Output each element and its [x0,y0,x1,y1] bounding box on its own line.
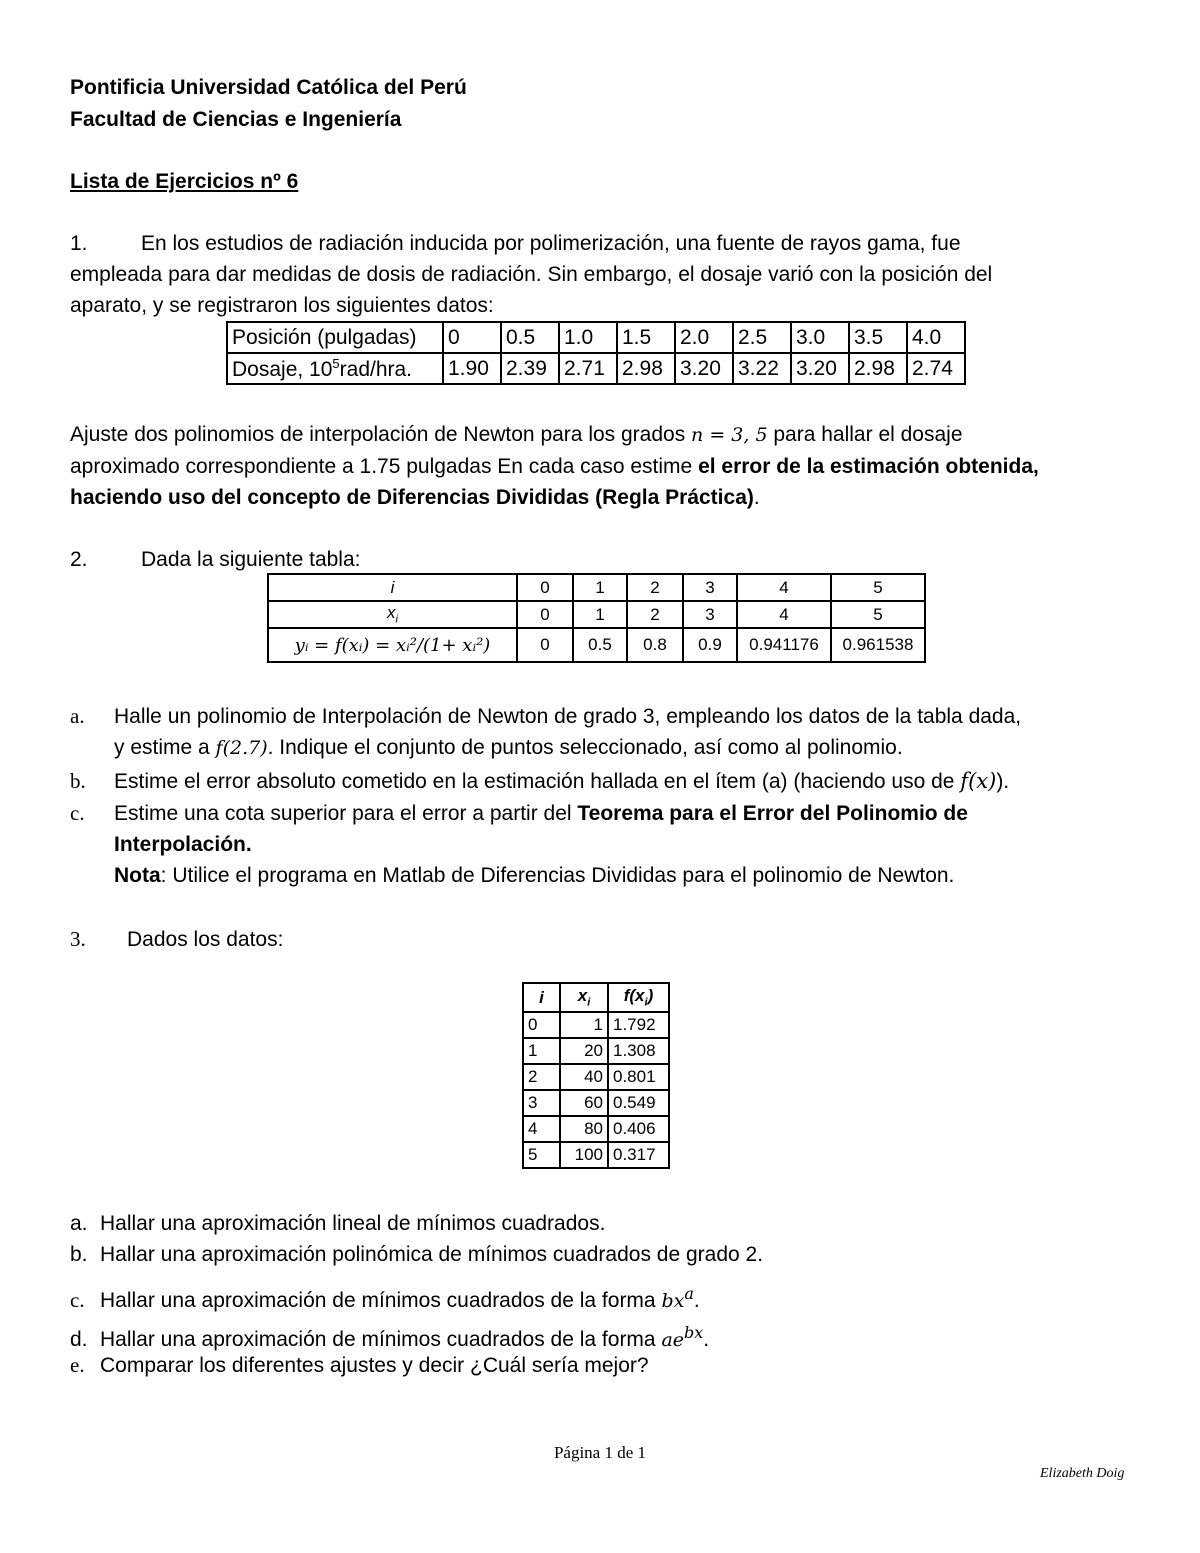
i-cell: 0 [517,574,573,601]
ex3-d-label: d. [70,1328,88,1351]
ex3-a-item [70,1208,605,1239]
table-row [523,1038,669,1064]
power-form-base: bx [661,1290,685,1312]
row-f: 0.549 [608,1090,669,1116]
y-cell: 0.941176 [737,628,831,662]
dose-cell: 3.20 [791,353,849,384]
ex2-number: 2. [70,548,88,571]
ex1-number: 1. [70,232,88,255]
data-table [522,982,670,1169]
degree-formula: n = 3, 5 [691,424,768,446]
header-x-text: x [577,986,588,1006]
header-x [560,983,608,1012]
ex2-note [114,860,954,891]
y-cell: 0.8 [627,628,683,662]
x-label-sub: i [395,613,398,626]
row-x: 80 [560,1116,608,1142]
ex2-a-label: a. [70,704,85,728]
row-x: 20 [560,1038,608,1064]
ex3-b-text: Hallar una aproximación polinómica de mínimos cuadrados de grado 2. [100,1243,764,1266]
i-cell: 2 [627,574,683,601]
ex3-c-label: c. [70,1288,85,1312]
x-cell: 4 [737,601,831,628]
dose-cell: 2.98 [617,353,675,384]
row-x: 1 [560,1012,608,1038]
page-number: Página 1 de 1 [553,1443,647,1462]
dose-label [227,353,443,384]
header-f [608,983,669,1012]
ex1-para-line3 [70,482,760,513]
y-cell: 0 [517,628,573,662]
ex3-b-label: b. [70,1243,88,1266]
ex1-para-text: aproximado correspondiente a 1.75 pulgadas En cada caso estime [70,455,699,478]
table-row [523,1012,669,1038]
row-i: 0 [523,1012,560,1038]
ex1-para-bold: el error de la estimación obtenida, [698,455,1039,478]
ex2-a-text: y estime a [114,736,216,759]
list-title: Lista de Ejercicios nº 6 [70,170,299,193]
dose-label-exponent: 5 [332,355,340,371]
position-label: Posición (pulgadas) [227,322,443,353]
function-table [267,573,926,663]
x-row [268,601,925,628]
dose-cell: 3.22 [733,353,791,384]
ex3-intro: Dados los datos: [127,928,284,951]
exp-form-base: ae [661,1329,685,1351]
ex3-e-item [70,1350,649,1381]
row-x: 60 [560,1090,608,1116]
ex1-para-line2 [70,451,1129,482]
header-f-text: f(x [623,986,645,1006]
position-cell: 0 [443,322,501,353]
row-f: 0.317 [608,1142,669,1168]
data-table-header [523,983,669,1012]
i-cell: 5 [831,574,925,601]
table-row [523,1090,669,1116]
dose-label-pre: Dosaje, 10 [232,357,333,381]
y-formula: yᵢ = f(xᵢ) = xᵢ²/(1+ xᵢ²) [268,628,517,662]
i-label: i [268,574,517,601]
row-i: 4 [523,1116,560,1142]
i-cell: 1 [573,574,627,601]
y-cell: 0.9 [683,628,737,662]
position-cell: 4.0 [907,322,965,353]
x-label [268,601,517,628]
ex3-c-text: Hallar una aproximación de mínimos cuadrados de la forma [100,1289,662,1312]
ex1-para-text: para hallar el dosaje [767,423,963,446]
dose-row [227,353,965,384]
row-i: 2 [523,1064,560,1090]
row-x: 100 [560,1142,608,1168]
row-x: 40 [560,1064,608,1090]
ex2-c-text: Estime una cota superior para el error a partir del [114,802,578,825]
table-row [523,1142,669,1168]
position-cell: 3.5 [849,322,907,353]
faculty-name: Facultad de Ciencias e Ingeniería [70,108,402,131]
ex2-b-text: ). [996,770,1010,793]
ex2-b-label: b. [70,769,86,793]
ex2-c-line1 [114,798,1129,829]
position-cell: 2.5 [733,322,791,353]
ex1-para-text: Ajuste dos polinomios de interpolación de Newton para los grados [70,423,692,446]
dose-cell: 2.39 [501,353,559,384]
ex2-a-text: . Indique el conjunto de puntos seleccionado, así como al polinomio. [267,736,903,759]
university-name: Pontificia Universidad Católica del Perú [70,76,467,99]
y-row [268,628,925,662]
author-name: Elizabeth Doig [1040,1466,1125,1481]
header-x-sub: i [587,996,591,1009]
power-form-exponent: a [684,1284,694,1303]
row-i: 3 [523,1090,560,1116]
position-cell: 3.0 [791,322,849,353]
row-f: 1.308 [608,1038,669,1064]
dose-cell: 2.74 [907,353,965,384]
position-row [227,322,965,353]
ex2-intro: Dada la siguiente tabla: [141,548,361,571]
ex3-e-text: Comparar los diferentes ajustes y decir ¿Cuál sería mejor? [100,1354,649,1377]
position-cell: 0.5 [501,322,559,353]
ex1-line2: empleada para dar medidas de dosis de radiación. Sin embargo, el dosaje varió con la posición del [70,263,993,286]
ex3-number: 3. [70,927,86,951]
dose-cell: 1.90 [443,353,501,384]
ex3-c-item [70,1278,700,1317]
x-cell: 3 [683,601,737,628]
ex1-line3: aparato, y se registraron los siguientes datos: [70,294,494,317]
position-cell: 2.0 [675,322,733,353]
dose-label-post: rad/hra. [339,357,413,381]
ex3-c-end: . [693,1289,700,1312]
dose-cell: 2.71 [559,353,617,384]
x-cell: 0 [517,601,573,628]
row-f: 0.801 [608,1064,669,1090]
y-cell: 0.5 [573,628,627,662]
ex1-para-bold: haciendo uso del concepto de Diferencias Divididas (Regla Práctica) [70,486,754,509]
note-text: : Utilice el programa en Matlab de Diferencias Divididas para el polinomio de Newton. [160,864,955,887]
i-cell: 3 [683,574,737,601]
dosage-table [226,321,966,385]
ex3-e-label: e. [70,1353,85,1377]
x-cell: 2 [627,601,683,628]
exp-form-exponent: bx [684,1323,704,1342]
dose-cell: 3.20 [675,353,733,384]
f-of-x: f(x) [960,769,997,793]
table-row [523,1116,669,1142]
ex2-c-label: c. [70,801,85,825]
i-row [268,574,925,601]
ex2-c-line2: Interpolación. [114,833,252,856]
y-cell: 0.961538 [831,628,925,662]
position-cell: 1.5 [617,322,675,353]
ex2-a-line1: Halle un polinomio de Interpolación de Newton de grado 3, empleando los datos de la tabla dada, [114,705,1022,728]
ex3-d-text: Hallar una aproximación de mínimos cuadrados de la forma [100,1328,662,1351]
row-i: 5 [523,1142,560,1168]
note-label: Nota [114,864,161,887]
i-cell: 4 [737,574,831,601]
ex1-line1: En los estudios de radiación inducida por polimerización, una fuente de rayos gama, fue [141,232,961,255]
header-f-end: ) [647,986,654,1006]
dose-cell: 2.98 [849,353,907,384]
ex2-c-bold: Teorema para el Error del Polinomio de [577,802,968,825]
ex3-a-text: Hallar una aproximación lineal de mínimos cuadrados. [100,1212,606,1235]
ex1-para-text: . [753,486,760,509]
header-i: i [523,983,560,1012]
ex2-b-line [114,766,1009,797]
x-cell: 1 [573,601,627,628]
ex1-para-line1 [70,419,1129,451]
ex2-a-line2 [114,732,903,764]
header-f-sub: i [644,996,648,1009]
x-cell: 5 [831,601,925,628]
ex3-d-end: . [703,1328,710,1351]
f-of-2-7: f(2.7) [215,737,268,759]
x-label-text: x [387,603,396,623]
table-row [523,1064,669,1090]
ex3-b-item [70,1239,763,1270]
ex2-b-text: Estime el error absoluto cometido en la estimación hallada en el ítem (a) (haciendo uso de [114,770,961,793]
row-f: 1.792 [608,1012,669,1038]
ex3-a-label: a. [70,1212,88,1235]
row-f: 0.406 [608,1116,669,1142]
row-i: 1 [523,1038,560,1064]
position-cell: 1.0 [559,322,617,353]
